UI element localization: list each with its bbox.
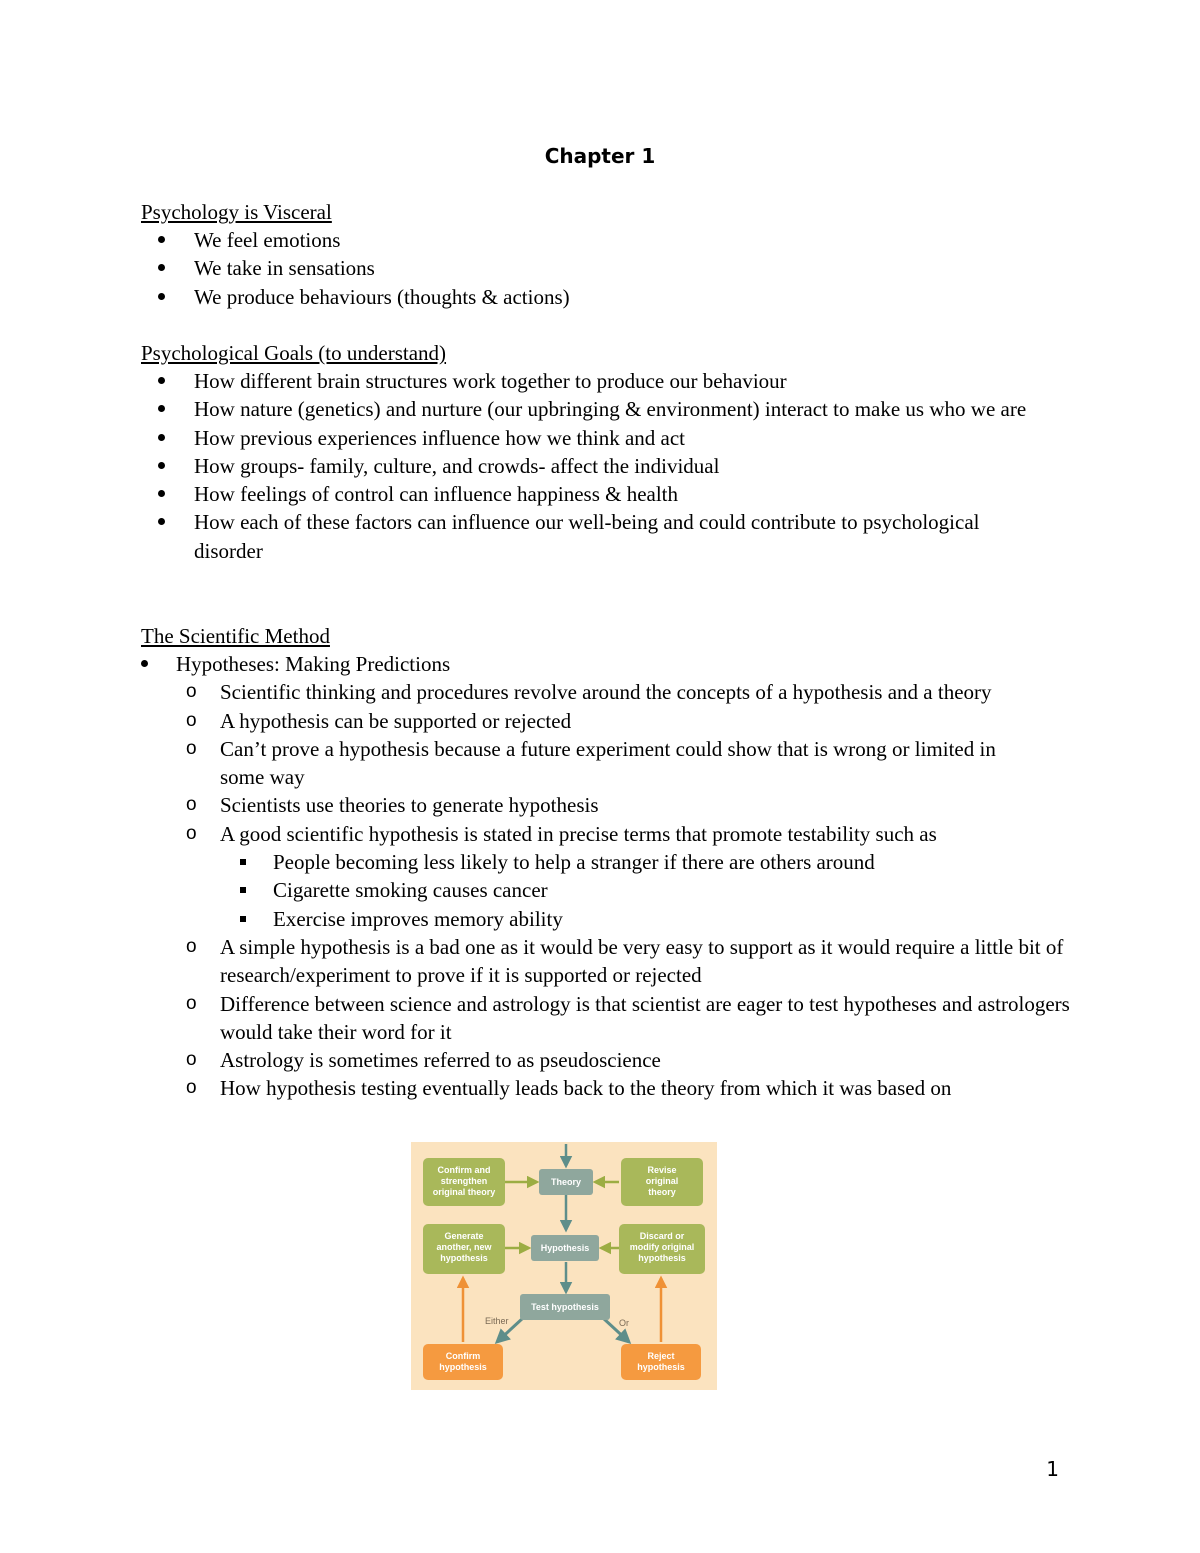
box-label: Confirm — [445, 1351, 481, 1361]
sub-list — [176, 678, 1076, 1102]
sub-list-item-testability — [220, 820, 1076, 933]
box-label: hypothesis — [638, 1253, 686, 1263]
list-item: How each of these factors can influence our well-being and could contribute to psychological disorder — [194, 508, 984, 565]
list-item: We take in sensations — [194, 254, 1074, 282]
sub-list-item-label: A good scientific hypothesis is stated in precise terms that promote testability such as — [220, 821, 937, 846]
examples-list — [220, 848, 1076, 933]
list-item-hypotheses — [176, 650, 1076, 1103]
box-label: theory — [648, 1187, 676, 1197]
box-label: Hypothesis — [540, 1243, 590, 1253]
sub-list-item: o A simple hypothesis is a bad one as it would be very easy to support as it would require a little bit of research/experiment to prove if it is supported or rejected — [220, 933, 1076, 990]
sub-list-item: o Difference between science and astrology is that scientist are eager to test hypotheses and astrologers would take their word for it — [220, 990, 1076, 1047]
sub-list-item: o Scientists use theories to generate hypothesis — [220, 791, 1076, 819]
or-label: Or — [619, 1318, 629, 1328]
box-label: strengthen — [440, 1176, 488, 1186]
box-label: Theory — [550, 1177, 582, 1187]
list-item: How feelings of control can influence happiness & health — [194, 480, 1074, 508]
either-label: Either — [485, 1316, 509, 1326]
scientific-method-list — [176, 650, 1076, 1103]
sub-list-item: o Scientific thinking and procedures revolve around the concepts of a hypothesis and a theory — [220, 678, 1020, 706]
box-label: Generate — [444, 1231, 484, 1241]
list-item: How previous experiences influence how we think and act — [194, 424, 1074, 452]
box-label: original — [645, 1176, 679, 1186]
hypothesis-testing-diagram — [411, 1142, 717, 1390]
visceral-list — [194, 226, 1074, 311]
example-item: People becoming less likely to help a stranger if there are others around — [273, 848, 1076, 876]
sub-list-item: o Astrology is sometimes referred to as pseudoscience — [220, 1046, 1076, 1074]
page-number: 1 — [1046, 1457, 1059, 1481]
section-heading-visceral: Psychology is Visceral — [141, 200, 332, 224]
list-item-label: Hypotheses: Making Predictions — [176, 652, 451, 676]
section-heading-goals: Psychological Goals (to understand) — [141, 341, 447, 365]
list-item: How groups- family, culture, and crowds- affect the individual — [194, 452, 1074, 480]
list-item: How different brain structures work together to produce our behaviour — [194, 367, 1074, 395]
list-item: We feel emotions — [194, 226, 1074, 254]
box-label: Reject — [647, 1351, 675, 1361]
page-title: Chapter 1 — [544, 144, 656, 168]
box-label: modify original — [629, 1242, 695, 1252]
box-label: hypothesis — [637, 1362, 685, 1372]
list-item: We produce behaviours (thoughts & actions) — [194, 283, 1074, 311]
sub-list-item: o How hypothesis testing eventually leads back to the theory from which it was based on — [220, 1074, 1076, 1102]
box-label: another, new — [436, 1242, 492, 1252]
box-label: Revise — [647, 1165, 677, 1175]
goals-list — [194, 367, 1074, 565]
box-label: hypothesis — [439, 1362, 487, 1372]
box-label: original theory — [432, 1187, 496, 1197]
list-item: How nature (genetics) and nurture (our upbringing & environment) interact to make us who we are — [194, 395, 1074, 423]
sub-list-item: o Can’t prove a hypothesis because a future experiment could show that is wrong or limited in some way — [220, 735, 1000, 792]
box-label: hypothesis — [440, 1253, 488, 1263]
section-heading-scientific-method: The Scientific Method — [141, 624, 330, 648]
sub-list-item: o A hypothesis can be supported or rejected — [220, 707, 1076, 735]
example-item: Cigarette smoking causes cancer — [273, 876, 1076, 904]
box-label: Confirm and — [437, 1165, 491, 1175]
box-label: Test hypothesis — [531, 1302, 599, 1312]
box-label: Discard or — [639, 1231, 685, 1241]
example-item: Exercise improves memory ability — [273, 905, 1076, 933]
